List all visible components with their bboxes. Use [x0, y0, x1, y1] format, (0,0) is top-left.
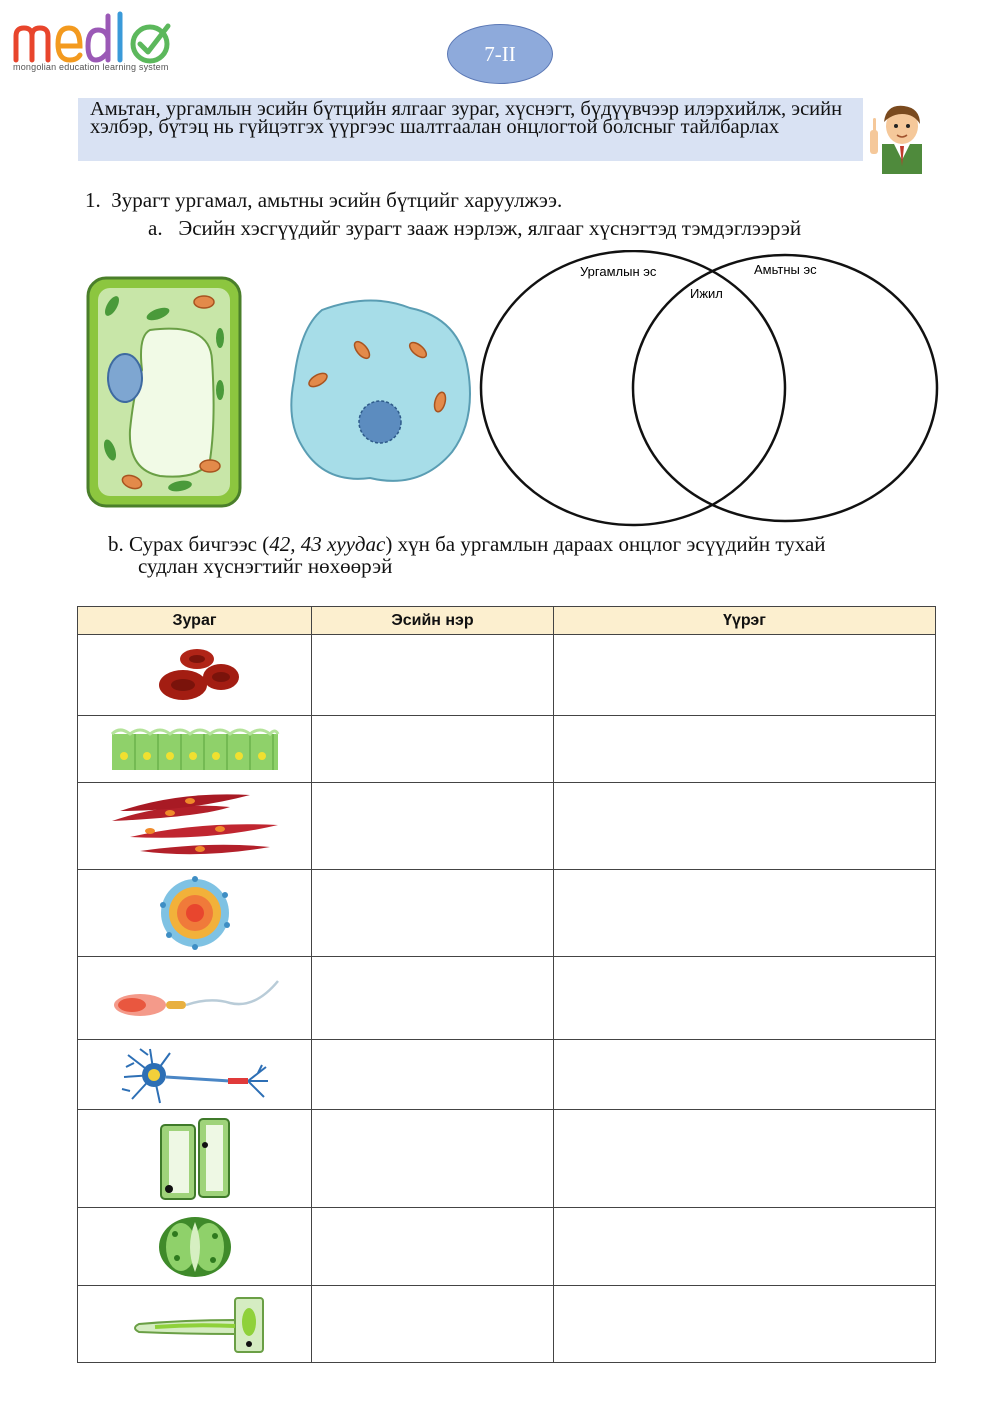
cell-name-input[interactable] [312, 1040, 554, 1110]
table-row [78, 716, 936, 783]
image-cell [78, 870, 312, 957]
venn-label-common: Ижил [690, 286, 723, 301]
table-row [78, 635, 936, 716]
table-row [78, 957, 936, 1040]
cell-name-input[interactable] [312, 635, 554, 716]
question-1a-label: a. [148, 216, 163, 240]
header-cell-name: Эсийн нэр [312, 607, 554, 635]
plant-cell-illustration [88, 278, 240, 506]
question-1b-line2: судлан хүснэгтийг нөхөөрэй [138, 554, 393, 578]
image-cell [78, 1040, 312, 1110]
egg-cell-icon [155, 875, 235, 951]
image-cell [78, 783, 312, 870]
nerve-cell-icon [120, 1045, 270, 1105]
image-cell [78, 1286, 312, 1363]
muscle-cells-icon [110, 791, 280, 861]
image-cell [78, 716, 312, 783]
cell-name-input[interactable] [312, 870, 554, 957]
question-1-number: 1. [85, 188, 101, 212]
cell-function-input[interactable] [554, 1040, 936, 1110]
table-row [78, 1208, 936, 1286]
cell-illustrations [80, 270, 480, 510]
animal-cell-illustration [291, 300, 470, 480]
lesson-badge: 7-II [447, 24, 553, 84]
cell-name-input[interactable] [312, 783, 554, 870]
cell-table [77, 606, 936, 1363]
table-row [78, 783, 936, 870]
cell-name-input[interactable] [312, 1208, 554, 1286]
venn-label-animal: Амьтны эс [754, 262, 817, 277]
table-row [78, 1286, 936, 1363]
cell-function-input[interactable] [554, 635, 936, 716]
objective-box: Амьтан, ургамлын эсийн бүтцийн ялгааг зураг, хүснэгт, бүдүүвчээр илэрхийлж, эсийн хэлбэр, бүтэц нь гүйцэтгэх үүргээс шалтгаалан онцлогтой болсныг тайлбарлах [78, 98, 863, 161]
question-1a [148, 216, 801, 241]
question-1b-text-pre: Сурах бичгээс ( [129, 532, 270, 556]
table-header-row [78, 607, 936, 635]
table-row [78, 1040, 936, 1110]
question-1a-text: Эсийн хэсгүүдийг зурагт зааж нэрлэж, ялгааг хүснэгтэд тэмдэглээрэй [178, 216, 802, 240]
root-hair-cell-icon [125, 1294, 265, 1354]
logo-tagline: mongolian education learning system [13, 62, 169, 72]
cell-function-input[interactable] [554, 1110, 936, 1208]
venn-diagram [478, 250, 940, 530]
table-row [78, 1110, 936, 1208]
header-function: Үүрэг [554, 607, 936, 635]
table-row [78, 870, 936, 957]
xylem-cells-icon [157, 1117, 233, 1201]
cell-function-input[interactable] [554, 716, 936, 783]
question-1b [108, 533, 938, 577]
red-blood-cells-icon [147, 645, 243, 705]
teacher-cartoon-icon [866, 100, 932, 174]
venn-label-plant: Ургамлын эс [580, 264, 657, 279]
cell-function-input[interactable] [554, 1286, 936, 1363]
question-1b-label: b. [108, 532, 124, 556]
guard-cells-icon [155, 1214, 235, 1280]
cell-name-input[interactable] [312, 957, 554, 1040]
cell-name-input[interactable] [312, 1110, 554, 1208]
image-cell [78, 1208, 312, 1286]
cell-function-input[interactable] [554, 783, 936, 870]
image-cell [78, 1110, 312, 1208]
header-image: Зураг [78, 607, 312, 635]
cell-function-input[interactable] [554, 1208, 936, 1286]
cell-name-input[interactable] [312, 1286, 554, 1363]
sperm-cell-icon [110, 973, 280, 1023]
image-cell [78, 957, 312, 1040]
image-cell [78, 635, 312, 716]
question-1-text: Зурагт ургамал, амьтны эсийн бүтцийг харуулжээ. [111, 188, 563, 212]
cell-name-input[interactable] [312, 716, 554, 783]
epithelial-cells-icon [110, 726, 280, 772]
question-1b-text-post: ) хүн ба ургамлын дараах онцлог эсүүдийн тухай [385, 532, 826, 556]
question-1b-reference: 42, 43 хуудас [269, 532, 386, 556]
cell-function-input[interactable] [554, 957, 936, 1040]
cell-function-input[interactable] [554, 870, 936, 957]
question-1 [85, 188, 562, 213]
